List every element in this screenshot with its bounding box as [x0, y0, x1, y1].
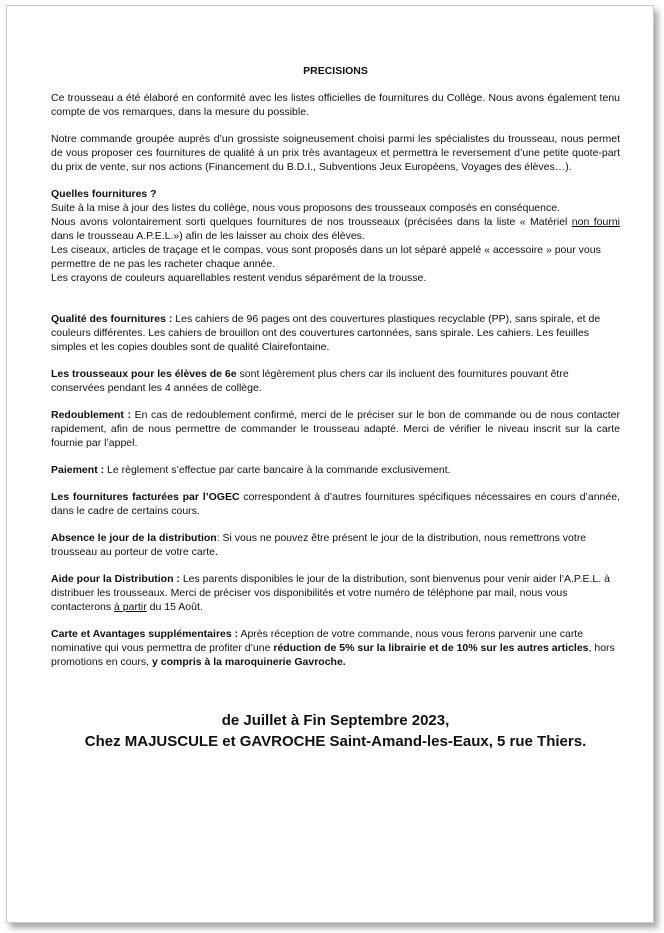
section-carte: Carte et Avantages supplémentaires : Après réception de votre commande, nous vous ferons parvenir une carte nominative qui vous permettra de profiter d’une réduction de 5% sur la librairie et de 10% sur les autres articles, hors promotions en cours, y compris à la maroquinerie Gavroche. — [51, 628, 615, 668]
section-qualite-label: Qualité des fournitures : — [51, 313, 173, 325]
distribution-footer — [51, 710, 620, 752]
section-aide: Aide pour la Distribution : Les parents disponibles le jour de la distribution, sont bienvenus pour venir aider l’A.P.E.L. à distribuer les trousseaux. Merci de préciser vos disponibilités et votre numéro de téléphone par mail, nous vous contacterons à partir du 15 Août. — [51, 573, 610, 613]
section-ogec-label: Les fournitures facturées par l’OGEC — [51, 491, 240, 503]
section-ogec: Les fournitures facturées par l’OGEC correspondent à d’autres fournitures spécifiques nécessaires en cours d’année, dans le cadre de certains cours. — [51, 491, 620, 517]
section-paiement-label: Paiement : — [51, 464, 105, 476]
section-aide-label: Aide pour la Distribution : — [51, 573, 180, 585]
section-quelles-line-4: Les crayons de couleurs aquarellables restent vendus séparément de la trousse. — [51, 272, 427, 284]
section-quelles-line-3: Les ciseaux, articles de traçage et le compas, vous sont proposés dans un lot séparé appelé « accessoire » pour vous permettre de ne pas les racheter chaque année. — [51, 244, 601, 270]
footer-dates: de Juillet à Fin Septembre 2023, — [221, 712, 450, 729]
section-qualite: Qualité des fournitures : Les cahiers de 96 pages ont des couvertures plastiques recyclable (PP), sans spirale, et de couleurs différentes. Les cahiers de brouillon ont des couvertures cartonnées, sans spirale. Les cahiers. Les feuilles simples et les copies doubles sont de qualité Clairefontaine. — [51, 313, 601, 353]
section-sixieme-label: Les trousseaux pour les élèves de 6e — [51, 368, 237, 380]
section-carte-label: Carte et Avantages supplémentaires : — [51, 628, 239, 640]
section-redoublement: Redoublement : En cas de redoublement confirmé, merci de le préciser sur le bon de commande ou de nous contacter rapidement, afin de nous permettre de commander le trousseau adapté. Merci de vérifier le niveau inscrit sur la carte fournie par l’appel. — [51, 409, 620, 449]
intro-paragraph-2: Notre commande groupée auprès d’un grossiste soigneusement choisi parmi les spécialistes du trousseau, nous permet de vous proposer ces fournitures de qualité à un prix très avantageux et permettra le reversement d’une petite quote-part du prix de vente, sur nos actions (Financement du B.D.I., Subventions Jeux Européens, Voyages des élèves…). — [51, 133, 620, 173]
section-paiement: Paiement : Le règlement s’effectue par carte bancaire à la commande exclusivement. — [51, 464, 451, 476]
section-quelles-line-1: Suite à la mise à jour des listes du collège, nous vous proposons des trousseaux composés en conséquence. — [51, 202, 560, 214]
page-title: PRECISIONS — [303, 65, 368, 77]
section-absence-label: Absence le jour de la distribution — [51, 532, 217, 544]
section-sixieme: Les trousseaux pour les élèves de 6e sont légèrement plus chers car ils incluent des fournitures pouvant être conservées pendant les 4 années de collège. — [51, 368, 569, 394]
section-absence: Absence le jour de la distribution: Si vous ne pouvez être présent le jour de la distribution, nous remettrons votre trousseau au porteur de votre carte. — [51, 532, 587, 558]
section-quelles-line-2: Nous avons volontairement sorti quelques fournitures de nos trousseaux (précisées dans la liste « Matériel non fourni dans le trousseau A.P.E.L.») afin de les laisser au choix des élèves. — [51, 216, 620, 242]
section-redoublement-label: Redoublement : — [51, 409, 132, 421]
document-body — [51, 64, 620, 752]
section-quelles-heading: Quelles fournitures ? — [51, 188, 157, 200]
footer-location: Chez MAJUSCULE et GAVROCHE Saint-Amand-les-Eaux, 5 rue Thiers. — [84, 733, 587, 750]
document-page — [6, 5, 654, 923]
intro-paragraph-1: Ce trousseau a été élaboré en conformité avec les listes officielles de fournitures du Collège. Nous avons également tenu compte de vos remarques, dans la mesure du possible. — [51, 92, 620, 118]
